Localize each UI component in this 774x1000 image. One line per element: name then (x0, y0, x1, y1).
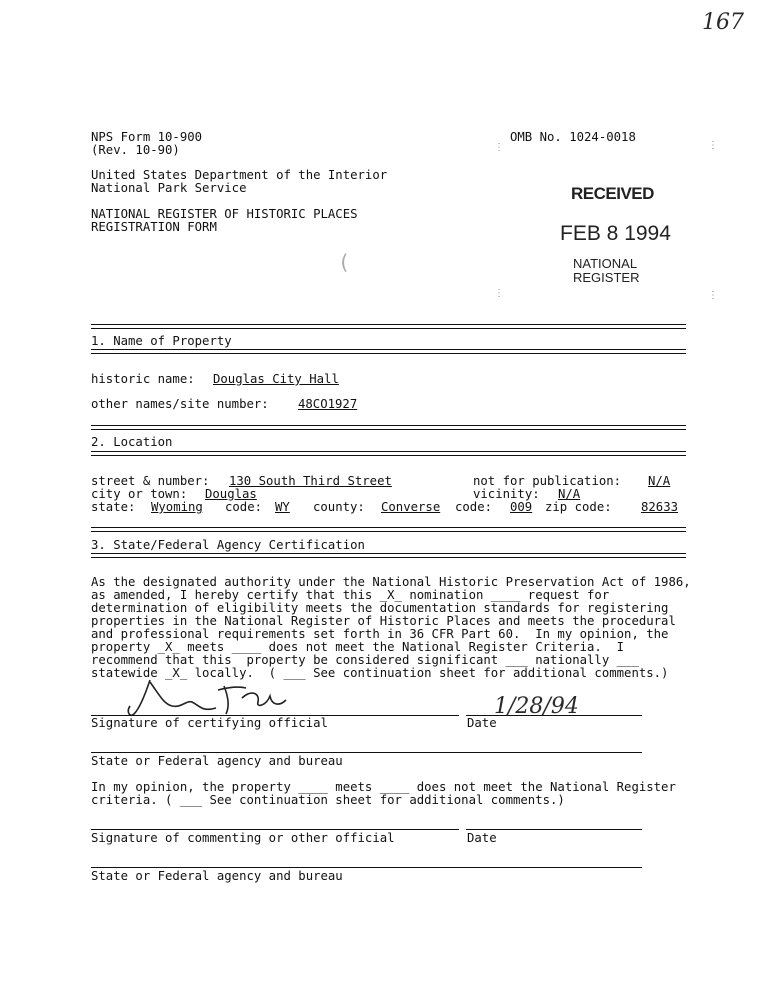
agency2-label: State or Federal agency and bureau (91, 869, 343, 883)
other-names-label: other names/site number: (91, 397, 269, 411)
section1-title: 1. Name of Property (91, 334, 232, 348)
form-number: NPS Form 10-900 (91, 130, 203, 144)
agency-line (91, 752, 642, 753)
certification-line: and professional requirements set forth in 36 CFR Part 60. In my opinion, the (91, 627, 669, 641)
comment-date-label: Date (467, 831, 497, 845)
state-code-label: code: (225, 500, 263, 514)
zip-value: 82633 (641, 500, 679, 514)
page-number: 167 (702, 10, 744, 35)
city-label: city or town: (91, 487, 188, 501)
certification-line: determination of eligibility meets the documentation standards for registering (91, 601, 669, 615)
received-stamp: RECEIVED (571, 184, 654, 203)
stamp-register: REGISTER (573, 270, 640, 285)
agency2-line (91, 867, 642, 868)
historic-name-label: historic name: (91, 372, 195, 386)
city-value: Douglas (205, 487, 257, 501)
other-names-value: 48CO1927 (298, 397, 358, 411)
vicinity-label: vicinity: (473, 487, 540, 501)
historic-name-value: Douglas City Hall (213, 372, 339, 386)
department: United States Department of the Interior (91, 168, 388, 182)
scan-mark: ⋮ (494, 142, 504, 153)
state-label: state: (91, 500, 136, 514)
agency-label: State or Federal agency and bureau (91, 754, 343, 768)
section-rule (91, 553, 686, 558)
received-date: FEB 8 1994 (560, 222, 671, 245)
certification-line: As the designated authority under the National Historic Preservation Act of 1986, (91, 575, 691, 589)
vicinity-value: N/A (558, 487, 581, 501)
section-rule (91, 324, 686, 329)
not-for-publication-label: not for publication: (473, 474, 622, 488)
comment-date-line (466, 829, 642, 830)
service: National Park Service (91, 181, 247, 195)
scan-mark: ( (338, 250, 351, 274)
certification-line: as amended, I hereby certify that this _X_ nomination ____ request for (91, 588, 610, 602)
stamp-national: NATIONAL (573, 256, 638, 271)
county-value: Converse (381, 500, 441, 514)
street-value: 130 South Third Street (229, 474, 392, 488)
scan-mark: ⋮ (494, 288, 504, 299)
scan-mark: ⋮ (708, 140, 718, 151)
register-title: NATIONAL REGISTER OF HISTORIC PLACES (91, 207, 358, 221)
section-rule (91, 425, 686, 430)
section3-title: 3. State/Federal Agency Certification (91, 538, 365, 552)
state-value: Wyoming (151, 500, 203, 514)
signature-label: Signature of certifying official (91, 716, 328, 730)
county-code-label: code: (455, 500, 493, 514)
certification-line: statewide _X_ locally. ( ___ See continuation sheet for additional comments.) (91, 666, 669, 680)
comment-signature-line (91, 829, 459, 830)
opinion-line: criteria. ( ___ See continuation sheet for additional comments.) (91, 793, 565, 807)
certification-line: properties in the National Register of Historic Places and meets the procedural (91, 614, 676, 628)
scan-mark: ⋮ (708, 290, 718, 301)
zip-label: zip code: (545, 500, 612, 514)
section-rule (91, 451, 686, 456)
certification-line: recommend that this property be considered significant ___ nationally ___ (91, 653, 639, 667)
form-title: REGISTRATION FORM (91, 220, 217, 234)
section2-title: 2. Location (91, 435, 173, 449)
form-revision: (Rev. 10-90) (91, 143, 180, 157)
section-rule (91, 527, 686, 532)
state-code-value: WY (275, 500, 290, 514)
section-rule (91, 349, 686, 354)
not-for-publication-value: N/A (648, 474, 671, 488)
certification-line: property _X_ meets ____ does not meet the National Register Criteria. I (91, 640, 625, 654)
date-label: Date (467, 716, 497, 730)
street-label: street & number: (91, 474, 210, 488)
county-code-value: 009 (510, 500, 533, 514)
county-label: county: (313, 500, 365, 514)
comment-signature-label: Signature of commenting or other official (91, 831, 395, 845)
signature-date: 1/28/94 (494, 694, 579, 719)
omb-number: OMB No. 1024-0018 (510, 130, 636, 144)
opinion-line: In my opinion, the property ____ meets ____ does not meet the National Register (91, 780, 676, 794)
